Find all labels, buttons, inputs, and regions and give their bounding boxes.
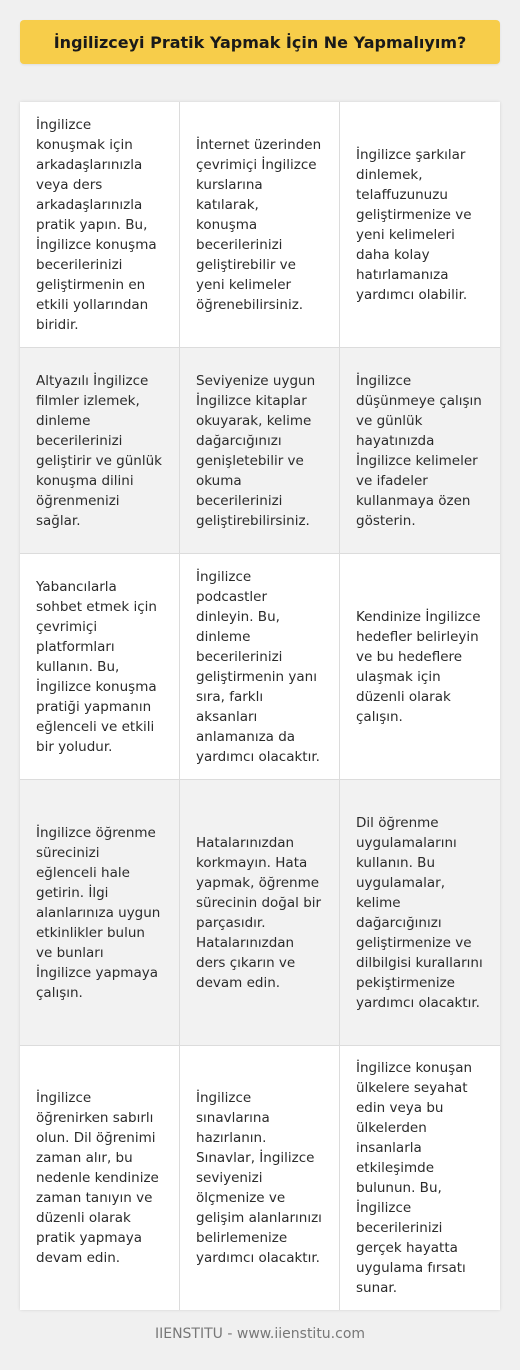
tip-cell: Dil öğrenme uygulamalarını kullanın. Bu uygulamalar, kelime dağarcığınızı geliştirmenize ve dilbilgisi kurallarını pekiştirmenize yardımcı olacaktır. bbox=[356, 814, 483, 1011]
tip-cell: Altyazılı İngilizce filmler izlemek, dinleme becerilerinizi geliştirir ve günlük konuşma dilini öğrenmenizi sağlar. bbox=[20, 348, 180, 553]
tip-cell: Yabancılarla sohbet etmek için çevrimiçi platformları kullanın. Bu, İngilizce konuşma pratiği yapmanın eğlenceli ve etkili bir yoludur. bbox=[20, 554, 180, 779]
table-row bbox=[20, 554, 500, 780]
table-row bbox=[20, 102, 500, 348]
tip-cell: İnternet üzerinden çevrimiçi İngilizce kurslarına katılarak, konuşma becerilerinizi geliştirebilir ve yeni kelimeler öğrenebilirsiniz. bbox=[180, 102, 340, 347]
tip-cell: İngilizce podcastler dinleyin. Bu, dinleme becerilerinizi geliştirmenin yanı sıra, farklı aksanları anlamanıza da yardımcı olacaktır. bbox=[180, 554, 340, 779]
tip-cell: İngilizce şarkılar dinlemek, telaffuzunuzu geliştirmenize ve yeni kelimeleri daha kolay hatırlamanıza yardımcı olabilir. bbox=[356, 146, 472, 303]
table-row bbox=[20, 348, 500, 554]
tip-cell: İngilizce konuşmak için arkadaşlarınızla veya ders arkadaşlarınızla pratik yapın. Bu, İngilizce konuşma becerilerinizi geliştirmenin en etkili yollarından biridir. bbox=[20, 102, 180, 347]
table-row bbox=[20, 780, 500, 1046]
tip-cell: İngilizce düşünmeye çalışın ve günlük hayatınızda İngilizce kelimeler ve ifadeler kullanmaya özen gösterin. bbox=[356, 372, 482, 529]
footer-credit: IIENSTITU - www.iienstitu.com bbox=[154, 1326, 366, 1342]
tip-cell: İngilizce öğrenirken sabırlı olun. Dil öğrenimi zaman alır, bu nedenle kendinize zaman tanıyın ve düzenli olarak pratik yapmaya devam edin. bbox=[20, 1046, 180, 1310]
tip-cell: İngilizce sınavlarına hazırlanın. Sınavlar, İngilizce seviyenizi ölçmenize ve gelişim alanlarınızı belirlemenize yardımcı olacaktır. bbox=[180, 1046, 340, 1310]
tip-cell: İngilizce öğrenme sürecinizi eğlenceli hale getirin. İlgi alanlarınıza uygun etkinlikler bulun ve bunları İngilizce yapmaya çalışın. bbox=[20, 780, 180, 1045]
table-row bbox=[20, 1046, 500, 1310]
tip-cell: Kendinize İngilizce hedefler belirleyin ve bu hedeflere ulaşmak için düzenli olarak çalışın. bbox=[356, 608, 481, 725]
tips-table bbox=[20, 102, 500, 1310]
tip-cell: Hatalarınızdan korkmayın. Hata yapmak, öğrenme sürecinin doğal bir parçasıdır. Hatalarınızdan ders çıkarın ve devam edin. bbox=[180, 780, 340, 1045]
tip-cell: İngilizce konuşan ülkelere seyahat edin veya bu ülkelerden insanlarla etkileşimde bulunun. Bu, İngilizce becerilerinizi gerçek hayatta uygulama fırsatı sunar. bbox=[356, 1060, 473, 1296]
page-title: İngilizceyi Pratik Yapmak İçin Ne Yapmalıyım? bbox=[20, 20, 500, 64]
tip-cell: Seviyenize uygun İngilizce kitaplar okuyarak, kelime dağarcığınızı genişletebilir ve okuma becerilerinizi geliştirebilirsiniz. bbox=[180, 348, 340, 553]
